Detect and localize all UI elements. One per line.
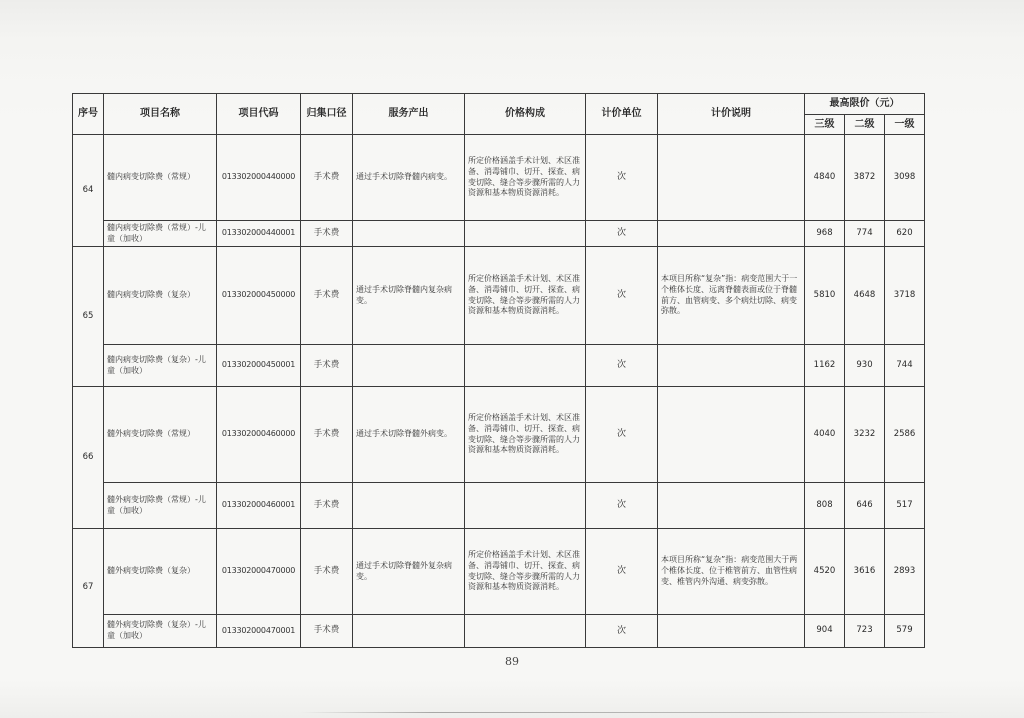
table-row [73, 529, 925, 615]
item-code: 013302000450000 [217, 247, 301, 345]
table-row [73, 483, 925, 529]
item-category: 手术费 [301, 483, 353, 529]
item-name: 髓外病变切除费（复杂） [104, 529, 217, 615]
table-row [73, 135, 925, 221]
item-composition [465, 615, 586, 648]
price-level1: 744 [885, 345, 925, 387]
item-service: 通过手术切除脊髓内病变。 [353, 135, 465, 221]
item-name: 髓内病变切除费（常规）-儿童（加收） [104, 221, 217, 247]
price-level1: 2586 [885, 387, 925, 483]
item-code: 013302000470001 [217, 615, 301, 648]
price-level1: 2893 [885, 529, 925, 615]
item-category: 手术费 [301, 615, 353, 648]
price-level2: 930 [845, 345, 885, 387]
item-note [658, 387, 805, 483]
item-name: 髓内病变切除费（常规） [104, 135, 217, 221]
price-level1: 517 [885, 483, 925, 529]
table-row [73, 345, 925, 387]
header-composition: 价格构成 [465, 94, 586, 135]
price-level1: 3098 [885, 135, 925, 221]
header-name: 项目名称 [104, 94, 217, 135]
item-service: 通过手术切除脊髓外复杂病变。 [353, 529, 465, 615]
item-service [353, 615, 465, 648]
price-level3: 808 [805, 483, 845, 529]
item-unit: 次 [586, 615, 658, 648]
row-index: 66 [73, 387, 104, 529]
price-level2: 3616 [845, 529, 885, 615]
item-unit: 次 [586, 483, 658, 529]
table-row [73, 615, 925, 648]
item-category: 手术费 [301, 221, 353, 247]
item-code: 013302000440001 [217, 221, 301, 247]
item-unit: 次 [586, 529, 658, 615]
table-row [73, 387, 925, 483]
price-level3: 968 [805, 221, 845, 247]
item-name: 髓外病变切除费（复杂）-儿童（加收） [104, 615, 217, 648]
price-level3: 4040 [805, 387, 845, 483]
item-composition [465, 221, 586, 247]
item-name: 髓外病变切除费（常规） [104, 387, 217, 483]
price-level1: 3718 [885, 247, 925, 345]
table-row [73, 221, 925, 247]
item-unit: 次 [586, 387, 658, 483]
header-unit: 计价单位 [586, 94, 658, 135]
item-note [658, 483, 805, 529]
item-note: 本项目所称“复杂”指：病变范围大于一个椎体长度、远离脊髓表面或位于脊髓前方、血管病变、多个病灶切除、病变弥散。 [658, 247, 805, 345]
item-service [353, 345, 465, 387]
item-service [353, 221, 465, 247]
price-level3: 904 [805, 615, 845, 648]
price-level1: 620 [885, 221, 925, 247]
item-code: 013302000460001 [217, 483, 301, 529]
row-index: 67 [73, 529, 104, 648]
item-composition: 所定价格涵盖手术计划、术区准备、消毒铺巾、切开、探查、病变切除、缝合等步骤所需的人力资源和基本物质资源消耗。 [465, 529, 586, 615]
item-name: 髓内病变切除费（复杂） [104, 247, 217, 345]
table-body [73, 135, 925, 648]
item-service [353, 483, 465, 529]
header-level3: 三级 [805, 115, 845, 135]
item-category: 手术费 [301, 135, 353, 221]
item-category: 手术费 [301, 345, 353, 387]
item-note [658, 345, 805, 387]
item-note: 本项目所称“复杂”指：病变范围大于两个椎体长度、位于椎管前方、血管性病变、椎管内外沟通、病变弥散。 [658, 529, 805, 615]
price-table [72, 93, 925, 648]
item-composition [465, 345, 586, 387]
price-level3: 5810 [805, 247, 845, 345]
item-code: 013302000470000 [217, 529, 301, 615]
price-level2: 3872 [845, 135, 885, 221]
header-level2: 二级 [845, 115, 885, 135]
item-note [658, 615, 805, 648]
item-composition: 所定价格涵盖手术计划、术区准备、消毒铺巾、切开、探查、病变切除、缝合等步骤所需的人力资源和基本物质资源消耗。 [465, 247, 586, 345]
item-code: 013302000460000 [217, 387, 301, 483]
item-composition: 所定价格涵盖手术计划、术区准备、消毒铺巾、切开、探查、病变切除、缝合等步骤所需的人力资源和基本物质资源消耗。 [465, 135, 586, 221]
price-level2: 774 [845, 221, 885, 247]
item-code: 013302000440000 [217, 135, 301, 221]
row-index: 64 [73, 135, 104, 247]
item-composition [465, 483, 586, 529]
item-unit: 次 [586, 247, 658, 345]
price-level3: 4840 [805, 135, 845, 221]
header-max-price: 最高限价（元） [805, 94, 925, 115]
header-index: 序号 [73, 94, 104, 135]
price-level2: 3232 [845, 387, 885, 483]
item-category: 手术费 [301, 529, 353, 615]
table-row [73, 247, 925, 345]
row-index: 65 [73, 247, 104, 387]
header-category: 归集口径 [301, 94, 353, 135]
header-note: 计价说明 [658, 94, 805, 135]
item-unit: 次 [586, 135, 658, 221]
item-service: 通过手术切除脊髓外病变。 [353, 387, 465, 483]
item-code: 013302000450001 [217, 345, 301, 387]
price-level2: 4648 [845, 247, 885, 345]
price-level3: 1162 [805, 345, 845, 387]
price-level1: 579 [885, 615, 925, 648]
item-unit: 次 [586, 221, 658, 247]
item-unit: 次 [586, 345, 658, 387]
price-level2: 646 [845, 483, 885, 529]
header-code: 项目代码 [217, 94, 301, 135]
item-service: 通过手术切除脊髓内复杂病变。 [353, 247, 465, 345]
item-note [658, 135, 805, 221]
item-composition: 所定价格涵盖手术计划、术区准备、消毒铺巾、切开、探查、病变切除、缝合等步骤所需的人力资源和基本物质资源消耗。 [465, 387, 586, 483]
header-service: 服务产出 [353, 94, 465, 135]
item-category: 手术费 [301, 387, 353, 483]
price-level2: 723 [845, 615, 885, 648]
item-category: 手术费 [301, 247, 353, 345]
item-name: 髓外病变切除费（常规）-儿童（加收） [104, 483, 217, 529]
header-level1: 一级 [885, 115, 925, 135]
price-level3: 4520 [805, 529, 845, 615]
item-note [658, 221, 805, 247]
item-name: 髓内病变切除费（复杂）-儿童（加收） [104, 345, 217, 387]
page-number: 89 [505, 655, 519, 668]
scan-streak [300, 712, 960, 713]
